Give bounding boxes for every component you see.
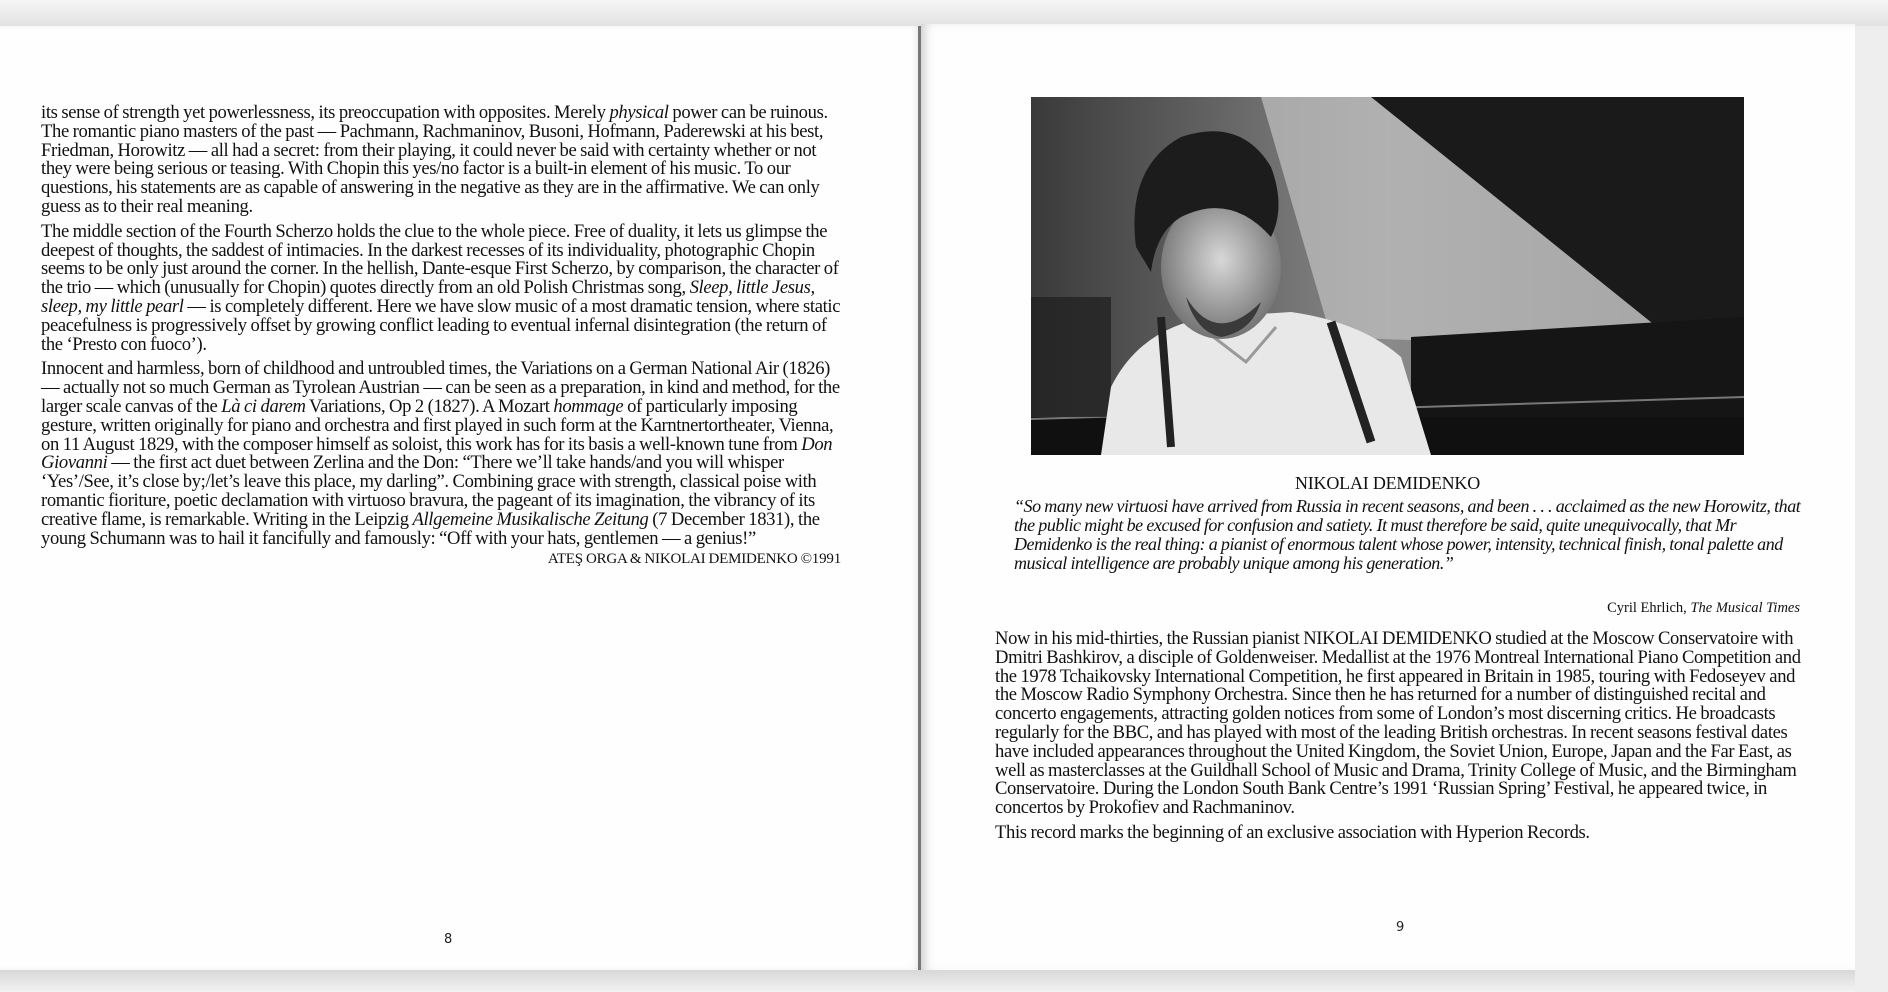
scan-top-edge xyxy=(0,0,1888,26)
quote-source: The Musical Times xyxy=(1690,600,1800,616)
paragraph xyxy=(41,104,841,217)
text-segment: of particularly imposing gesture, written originally for piano and orchestra and first played in such form at the Karntnertortheater, Vienna, on 11 August 1829, with the composer himself as soloist, this work has for its basis a well-known tune from xyxy=(41,395,834,455)
text-segment: The middle section of the Fourth Scherzo holds the clue to the whole piece. Free of duality, it lets us glimpse the deepest of thoughts, the saddest of intimacies. In the darkest recesses of its individuality, photographic Chopin seems to be only just around the corner. In the hellish, Dante-esque First Scherzo, by comparison, the character of the trio — which (unusually for Chopin) quotes directly from an old Polish Christmas song, xyxy=(41,220,839,299)
text-segment: — the first act duet between Zerlina and the Don: “There we’ll take hands/and you will whisper ‘Yes’/See, it’s close by;/let’s leave this place, my darling”. Combining grace with strength, classical poise with romantic fioriture, poetic declamation with virtuoso bravura, the pageant of its imagination, the vibrancy of its creative flame, is remarkable. Writing in the Leipzig xyxy=(41,452,817,530)
text-segment: power can be ruinous. The romantic piano masters of the past — Pachmann, Rachmaninov, Busoni, Hofmann, Paderewski at his best, Friedman, Horowitz — all had a secret: from their playing, it could never be said with certainty whether or not they were being serious or teasing. With Chopin this yes/no factor is a built-in element of his music. To our questions, his statements are as capable of answering in the negative as they are in the affirmative. We can only guess as to their real meaning. xyxy=(41,102,828,217)
text-segment: its sense of strength yet powerlessness, its preoccupation with opposites. Merely xyxy=(41,102,610,123)
text-segment: — is completely different. Here we have slow music of a most dramatic tension, where static peacefulness is progressively offset by growing conflict leading to eventual infernal disintegration (the return of the ‘Presto con fuoco’). xyxy=(41,295,841,355)
text-segment: Innocent and harmless, born of childhood and untroubled times, the Variations on a German National Air (1826) — actually not so much German as Tyrolean Austrian — can be seen as a preparation, in kind and method, for the larger scale canvas of the xyxy=(41,358,840,417)
italic-title: hommage xyxy=(553,395,624,417)
press-quote: “So many new virtuosi have arrived from Russia in recent seasons, and been . . . acclaimed as the new Horowitz, that the public might be excused for confusion and satiety. It must therefore be said, quite unequivocally, that Mr Demidenko is the real thing: a pianist of enormous talent whose power, intensity, technical finish, tonal palette and musical intelligence are probably unique among his generation.” xyxy=(1014,496,1801,573)
page-number: 9 xyxy=(1396,920,1405,935)
quote-attribution xyxy=(1300,600,1800,617)
italic-title: Là ci darem xyxy=(221,395,306,417)
quote-author: Cyril Ehrlich, xyxy=(1607,600,1691,616)
italic-title: physical xyxy=(609,102,669,123)
booklet-gutter xyxy=(918,26,921,970)
italic-title: Sleep, little Jesus, sleep, my little pearl xyxy=(41,277,815,317)
photo-caption: NIKOLAI DEMIDENKO xyxy=(1294,473,1481,493)
italic-title: Allgemeine Musikalische Zeitung xyxy=(412,508,649,530)
paragraph xyxy=(41,360,841,548)
pianist-photo xyxy=(1031,97,1744,455)
photo-portrait-icon xyxy=(1031,97,1744,455)
page-number: 8 xyxy=(444,932,453,947)
paragraph xyxy=(41,220,841,355)
italic-title: Don Giovanni xyxy=(41,433,833,474)
text-segment: Variations, Op 2 (1827). A Mozart xyxy=(305,395,554,417)
left-page-body xyxy=(41,104,841,569)
scan-bottom-edge xyxy=(0,970,1855,992)
right-page-body xyxy=(995,630,1801,849)
biography-paragraph: Now in his mid-thirties, the Russian pianist NIKOLAI DEMIDENKO studied at the Moscow Conservatoire with Dmitri Bashkirov, a disciple of Goldenweiser. Medallist at the 1976 Montreal International Piano Competition and the 1978 Tchaikovsky International Competition, he first appeared in Britain in 1985, touring with Fedoseyev and the Moscow Radio Symphony Orchestra. Since then he has returned for a number of distinguished recital and concerto engagements, attracting golden notices from some of London’s most discerning critics. He broadcasts regularly for the BBC, and has played with most of the leading British orchestras. In recent seasons festival dates have included appearances throughout the United Kingdom, the Soviet Union, Europe, Japan and the Far East, as well as masterclasses at the Guildhall School of Music and Drama, Trinity College of Music, and the Birmingham Conservatoire. During the London South Bank Centre’s 1991 ‘Russian Spring’ Festival, he appeared twice, in concertos by Prokofiev and Rachmaninov. xyxy=(995,628,1801,819)
text-segment: (7 December 1831), the young Schumann was to hail it fancifully and famously: “Off with your hats, gentlemen — a genius!” xyxy=(41,508,820,549)
author-signature: ATEŞ ORGA & NIKOLAI DEMIDENKO ©1991 xyxy=(547,551,841,568)
closing-paragraph: This record marks the beginning of an exclusive association with Hyperion Records. xyxy=(995,821,1590,843)
